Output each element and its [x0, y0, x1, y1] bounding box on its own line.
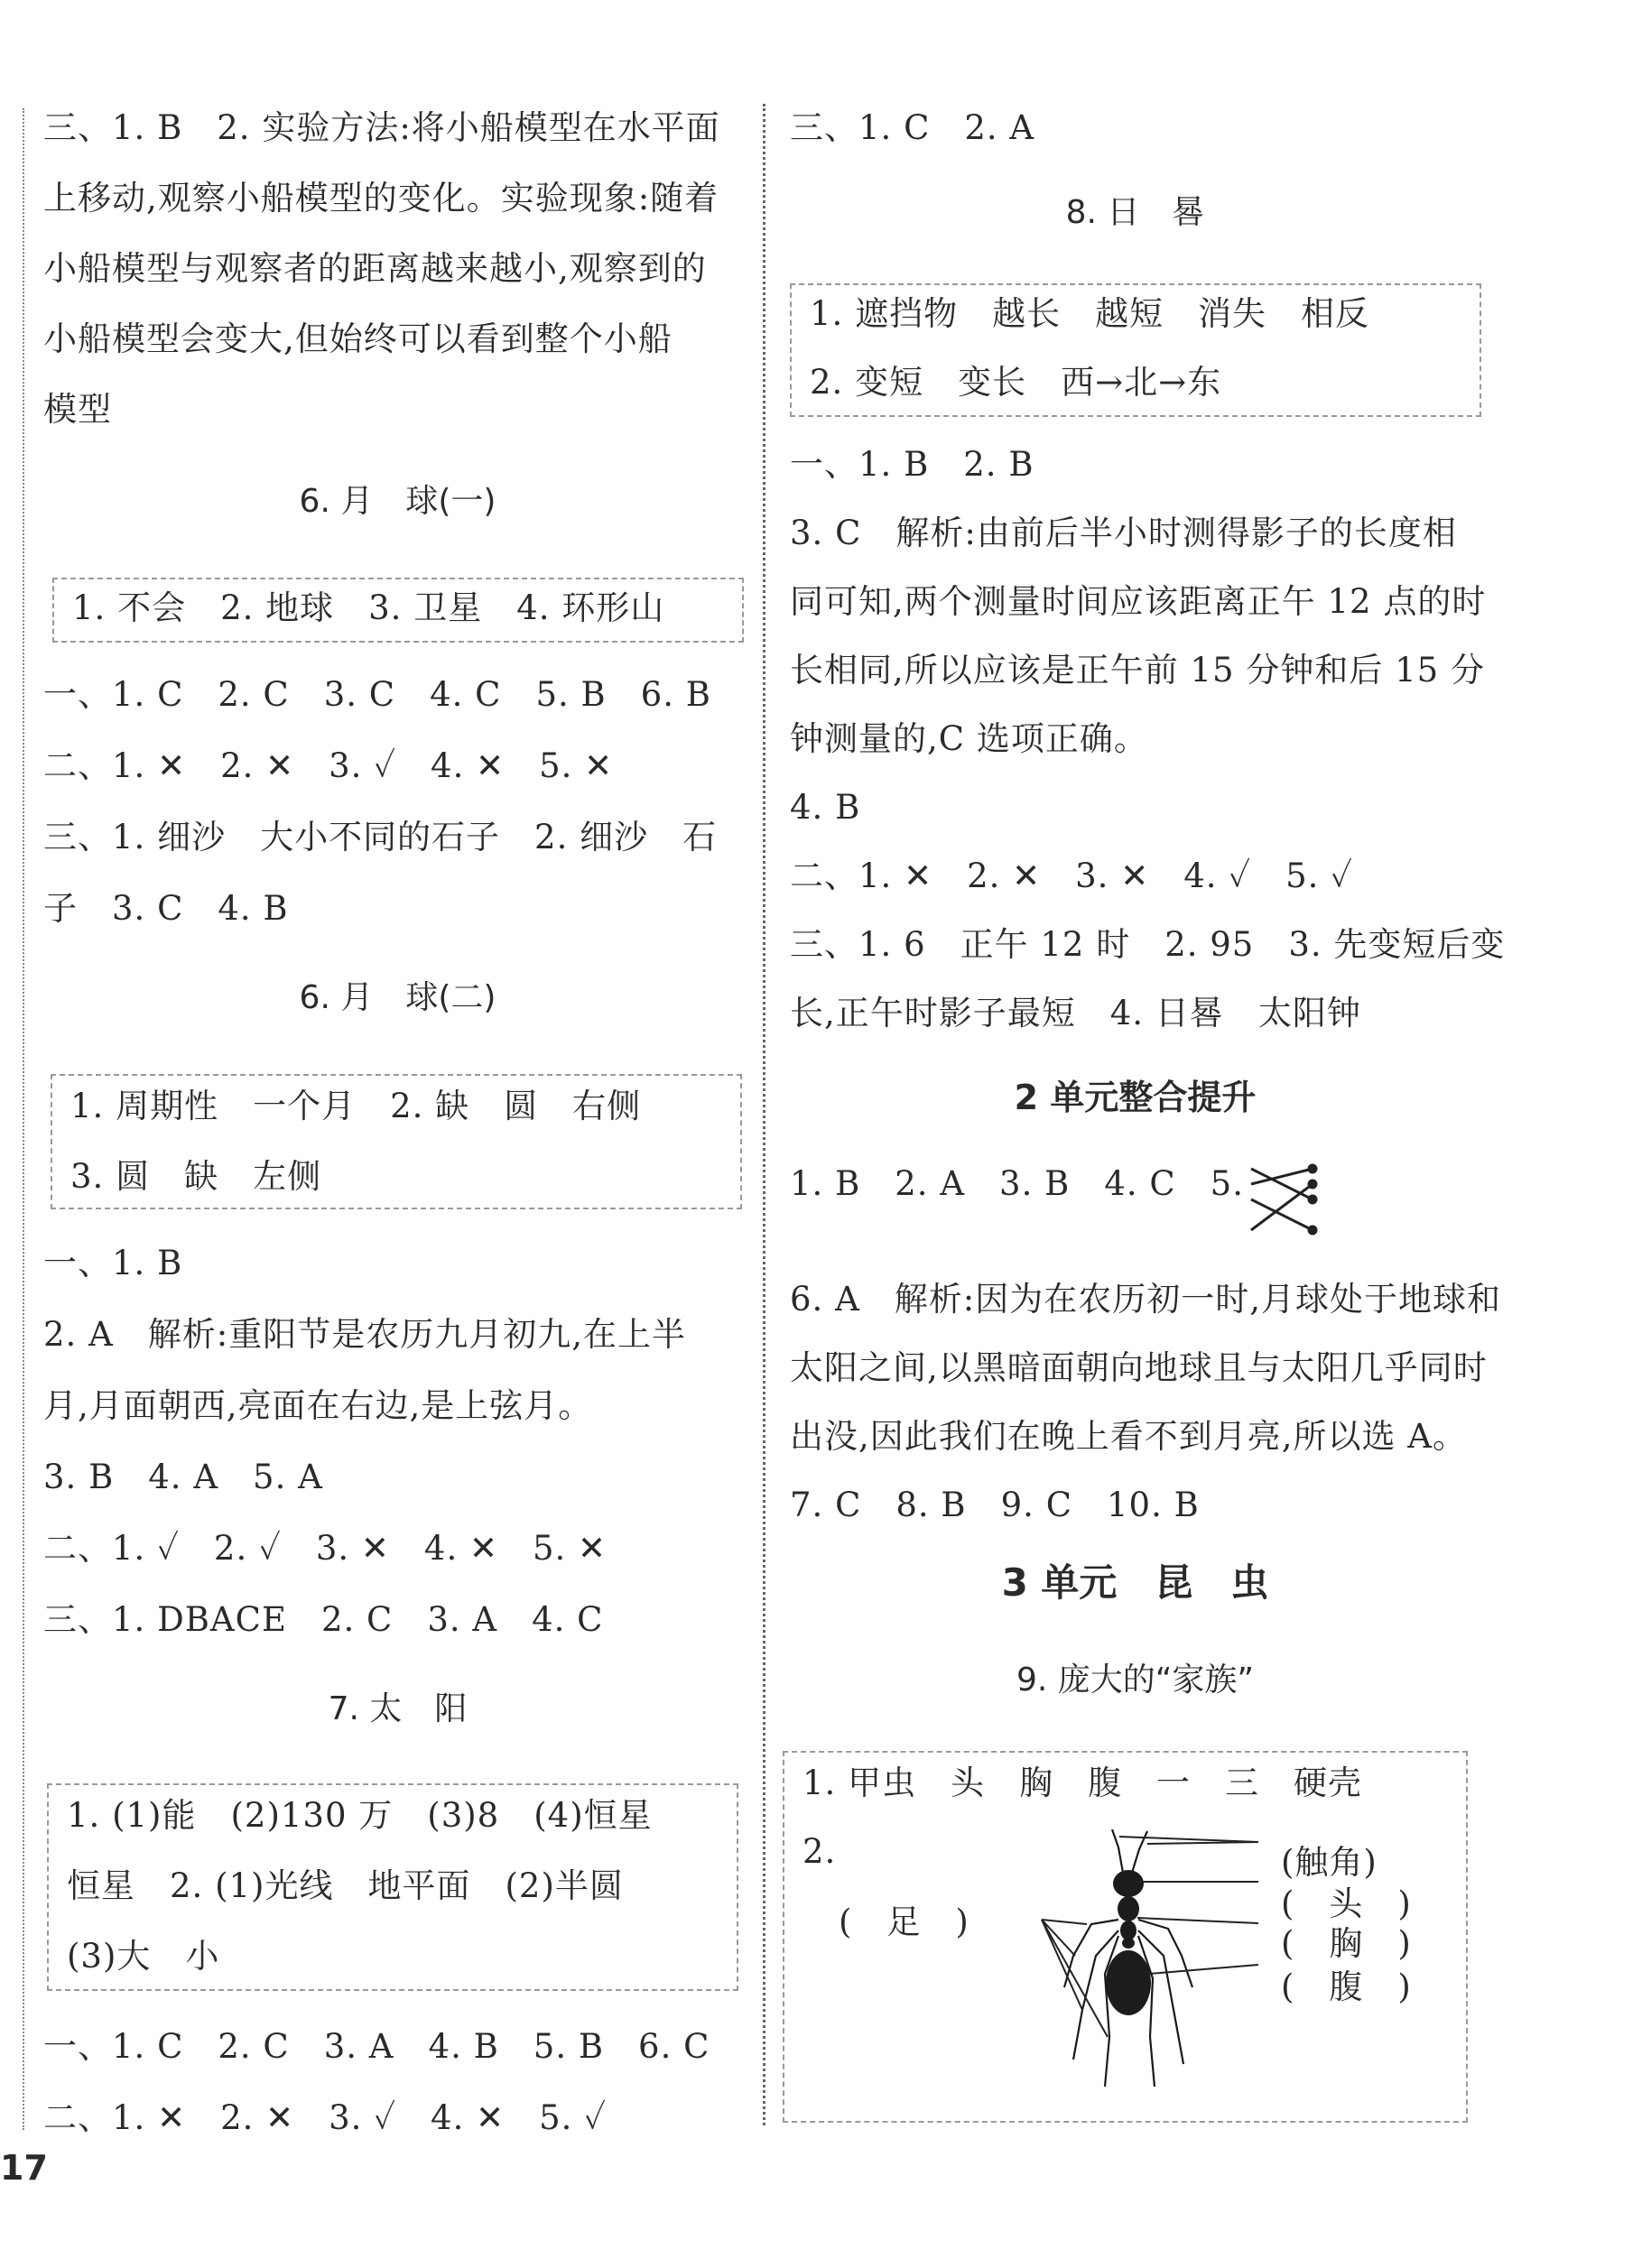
text-line: 3. C 解析:由前后半小时测得影子的长度相	[790, 514, 1457, 552]
key-points-box	[47, 1783, 738, 1991]
text-line: 三、1. B 2. 实验方法:将小船模型在水平面	[43, 108, 720, 147]
section-heading: 6. 月 球(二)	[299, 979, 496, 1016]
text-line: 2. A 解析:重阳节是农历九月初九,在上半	[43, 1315, 687, 1354]
text-line: 出没,因此我们在晚上看不到月亮,所以选 A。	[790, 1417, 1468, 1456]
label-antenna: (触角)	[1281, 1843, 1378, 1882]
text-line: 2. 变短 变长 西→北→东	[810, 363, 1222, 402]
section-heading: 2 单元整合提升	[1014, 1078, 1257, 1117]
text-line: 三、1. C 2. A	[790, 108, 1035, 147]
text-line: 模型	[43, 390, 112, 429]
text-line: 7. C 8. B 9. C 10. B	[790, 1486, 1200, 1524]
text-line: 一、1. C 2. C 3. A 4. B 5. B 6. C	[43, 2027, 710, 2066]
text-line: 1. 遮挡物 越长 越短 消失 相反	[810, 294, 1370, 333]
text-line: 三、1. 细沙 大小不同的石子 2. 细沙 石	[43, 818, 718, 856]
text-line: 三、1. 6 正午 12 时 2. 95 3. 先变短后变	[790, 925, 1506, 964]
text-line: 同可知,两个测量时间应该距离正午 12 点的时	[790, 582, 1487, 621]
text-line: 三、1. DBACE 2. C 3. A 4. C	[43, 1600, 604, 1639]
text-line: 二、1. ✕ 2. ✕ 3. ✓ 4. ✕ 5. ✕	[43, 746, 614, 785]
text-line: 小船模型会变大,但始终可以看到整个小船	[43, 319, 673, 358]
text-line: 一、1. C 2. C 3. C 4. C 5. B 6. B	[43, 675, 711, 714]
key-points-box	[790, 283, 1481, 417]
margin-line	[23, 108, 24, 2130]
ant-diagram	[938, 1829, 1317, 2091]
text-line: 二、1. ✕ 2. ✕ 3. ✓ 4. ✕ 5. ✓	[43, 2098, 608, 2137]
key-points-box	[51, 1074, 742, 1209]
section-heading: 8. 日 晷	[1065, 194, 1205, 231]
text-line: 1. 不会 2. 地球 3. 卫星 4. 环形山	[72, 588, 665, 627]
text-line: 1. B 2. A 3. B 4. C 5.	[790, 1164, 1244, 1203]
section-heading: 6. 月 球(一)	[299, 483, 496, 520]
column-divider	[763, 104, 765, 2125]
unit-heading: 3 单元 昆 虫	[1001, 1560, 1269, 1605]
text-line: 2.	[802, 1832, 837, 1871]
section-heading: 7. 太 阳	[328, 1690, 468, 1727]
matching-lines-diagram	[1246, 1160, 1318, 1241]
text-line: 二、1. ✓ 2. ✓ 3. ✕ 4. ✕ 5. ✕	[43, 1529, 608, 1568]
text-line: 1. 周期性 一个月 2. 缺 圆 右侧	[70, 1087, 642, 1125]
page-number: 17	[0, 2148, 48, 2188]
text-line: 6. A 解析:因为在农历初一时,月球处于地球和	[790, 1280, 1502, 1319]
text-line: 一、1. B	[43, 1244, 183, 1282]
label-thorax: ( 胸 )	[1281, 1924, 1412, 1963]
label-leg: ( 足 )	[839, 1902, 969, 1941]
text-line: 3. 圆 缺 左侧	[70, 1157, 322, 1196]
text-line: 长,正午时影子最短 4. 日晷 太阳钟	[790, 994, 1361, 1032]
text-line: 3. B 4. A 5. A	[43, 1458, 323, 1496]
text-line: 恒星 2. (1)光线 地平面 (2)半圆	[67, 1866, 624, 1905]
text-line: 1. (1)能 (2)130 万 (3)8 (4)恒星	[67, 1796, 653, 1835]
text-line: 小船模型与观察者的距离越来越小,观察到的	[43, 249, 707, 288]
text-line: 1. 甲虫 头 胸 腹 一 三 硬壳	[802, 1763, 1363, 1802]
text-line: 长相同,所以应该是正午前 15 分钟和后 15 分	[790, 651, 1485, 690]
key-points-box	[52, 578, 744, 643]
text-line: 太阳之间,以黑暗面朝向地球且与太阳几乎同时	[790, 1348, 1488, 1387]
label-head: ( 头 )	[1281, 1884, 1412, 1923]
label-abdomen: ( 腹 )	[1281, 1967, 1412, 2006]
text-line: 月,月面朝西,亮面在右边,是上弦月。	[43, 1386, 593, 1425]
text-line: 二、1. ✕ 2. ✕ 3. ✕ 4. ✓ 5. ✓	[790, 856, 1354, 895]
text-line: 上移动,观察小船模型的变化。实验现象:随着	[43, 179, 719, 218]
key-points-box	[783, 1751, 1468, 2123]
text-line: 钟测量的,C 选项正确。	[790, 719, 1148, 758]
section-heading: 9. 庞大的“家族”	[1016, 1662, 1255, 1699]
text-line: (3)大 小	[67, 1937, 220, 1976]
text-line: 一、1. B 2. B	[790, 445, 1034, 484]
text-line: 4. B	[790, 788, 861, 827]
text-line: 子 3. C 4. B	[43, 889, 289, 928]
